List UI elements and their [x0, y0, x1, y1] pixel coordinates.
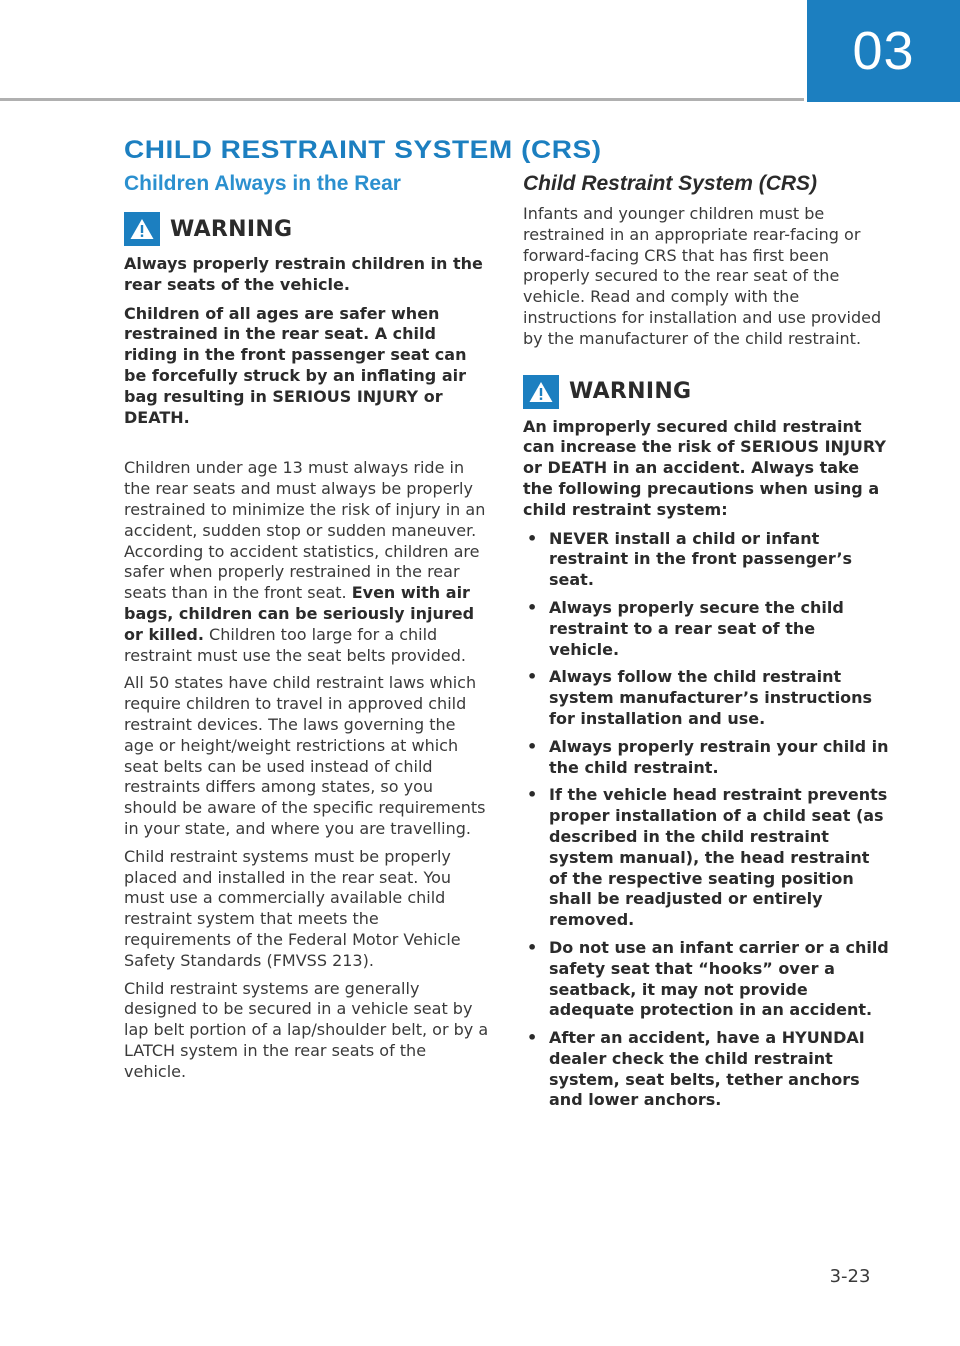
chapter-number: 03 — [852, 21, 915, 81]
list-item: • If the vehicle head restraint prevents proper installation of a child seat (as described in the child restraint system manual), the head restraint of the respective seating position shall be readjusted or entirely removed. — [523, 785, 889, 931]
list-item: • Always properly secure the child restraint to a rear seat of the vehicle. — [523, 598, 889, 660]
warning-triangle-icon — [124, 212, 160, 246]
body-text-span: Children too large for a child restraint must use the seat belts provided. — [124, 624, 466, 665]
chapter-tab — [807, 0, 960, 102]
body-text-span: Children under age 13 must always ride in the rear seats and must always be properly restrained to minimize the risk of injury in an accident, sudden stop or sudden maneuver. According to accident statistics, children are safer when properly restrained in the rear seats than in the front seat. — [124, 458, 486, 603]
list-item: • Always follow the child restraint system manufacturer’s instructions for installation and use. — [523, 667, 889, 729]
warning-header-right — [523, 375, 889, 409]
body-paragraph — [124, 458, 490, 666]
list-item: • After an accident, have a HYUNDAI dealer check the child restraint system, seat belts, tether anchors and lower anchors. — [523, 1028, 889, 1111]
list-item: • NEVER install a child or infant restraint in the front passenger’s seat. — [523, 529, 889, 591]
page-number: 3-23 — [829, 1266, 871, 1287]
warning-triangle-icon — [523, 375, 559, 409]
warning-label: WARNING — [569, 379, 692, 405]
body-paragraph: Child restraint systems must be properly placed and installed in the rear seat. You must use a commercially available child restraint system that meets the requirements of the Federal Motor Vehicle Safety Standards (FMVSS 213). — [124, 846, 461, 970]
right-heading: Child Restraint System (CRS) — [523, 172, 818, 195]
left-column — [124, 172, 490, 1089]
list-item: • Always properly restrain your child in the child restraint. — [523, 737, 889, 779]
section-title: CHILD RESTRAINT SYSTEM (CRS) — [124, 136, 602, 164]
warning-intro: An improperly secured child restraint can increase the risk of SERIOUS INJURY or DEATH in an accident. Always take the following precautions when using a child restraint system: — [523, 416, 886, 519]
list-item: • Do not use an infant carrier or a child safety seat that “hooks” over a seatback, it may not provide adequate protection in an accident. — [523, 938, 889, 1021]
warning-text: Always properly restrain children in the rear seats of the vehicle. — [124, 254, 483, 294]
body-paragraph: Child restraint systems are generally designed to be secured in a vehicle seat by lap belt portion of a lap/shoulder belt, or by a LATCH system in the rear seats of the vehicle. — [124, 978, 489, 1081]
header-rule — [0, 98, 804, 101]
warning-header-left — [124, 212, 490, 246]
right-column — [523, 172, 889, 1118]
left-heading: Children Always in the Rear — [124, 172, 401, 195]
intro-paragraph: Infants and younger children must be restrained in an appropriate rear-facing or forward-facing CRS that has first been properly secured to the rear seat of the vehicle. Read and comply with the instructions for installation and use provided by the manufacturer of the child restraint. — [523, 204, 882, 348]
body-bold-span: Even with air bags, children can be seriously injured or killed. — [124, 583, 475, 644]
warning-label: WARNING — [170, 216, 293, 242]
warning-bullet-list — [523, 529, 889, 1112]
warning-text: Children of all ages are safer when restrained in the rear seat. A child riding in the front passenger seat can be forcefully struck by an inflating air bag resulting in SERIOUS INJURY or DEATH. — [124, 303, 467, 427]
body-paragraph: All 50 states have child restraint laws which require children to travel in approved child restraint devices. The laws governing the age or height/weight restrictions at which seat belts can be used instead of child restraints differs among states, so you should be aware of the specific requirements in your state, and where you are travelling. — [124, 673, 486, 838]
